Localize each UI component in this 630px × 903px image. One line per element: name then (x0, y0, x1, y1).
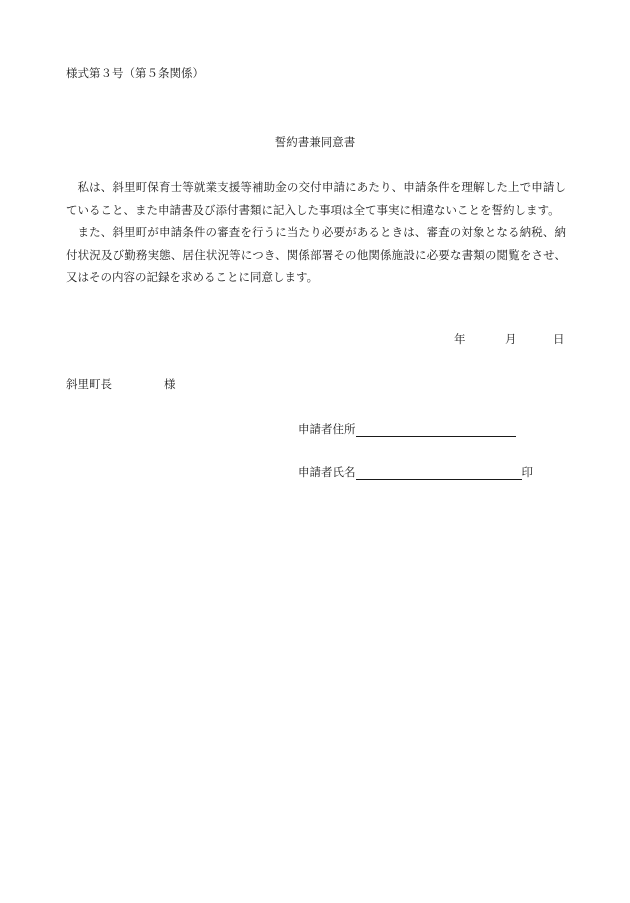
applicant-name-row (298, 464, 533, 480)
applicant-address-row (298, 421, 516, 437)
paragraph-pledge: 私は、斜里町保育士等就業支援等補助金の交付申請にあたり、申請条件を理解した上で申請していること、また申請書及び添付書類に記入した事項は全て事実に相違ないことを誓約します。 (66, 180, 566, 217)
form-number: 様式第３号（第５条関係） (66, 66, 204, 80)
date-day-label: 日 (553, 332, 565, 346)
addressee-name: 斜里町長 (66, 377, 112, 391)
date-month-label: 月 (505, 332, 517, 346)
document-title: 誓約書兼同意書 (274, 135, 356, 149)
applicant-address-field[interactable] (356, 422, 516, 437)
seal-label: 印 (521, 465, 533, 479)
paragraph-consent: また、斜里町が申請条件の審査を行うに当たり必要があるときは、審査の対象となる納税、納付状況及び勤務実態、居住状況等につき、関係部署その他関係施設に必要な書類の閲覧をさせ、又はその内容の記録を求めることに同意します。 (66, 225, 566, 284)
applicant-address-label: 申請者住所 (298, 422, 356, 436)
applicant-name-field[interactable] (356, 465, 522, 480)
declaration-body (66, 176, 566, 289)
addressee-honorific: 様 (164, 377, 176, 391)
date-year-label: 年 (454, 332, 466, 346)
applicant-name-label: 申請者氏名 (298, 465, 356, 479)
